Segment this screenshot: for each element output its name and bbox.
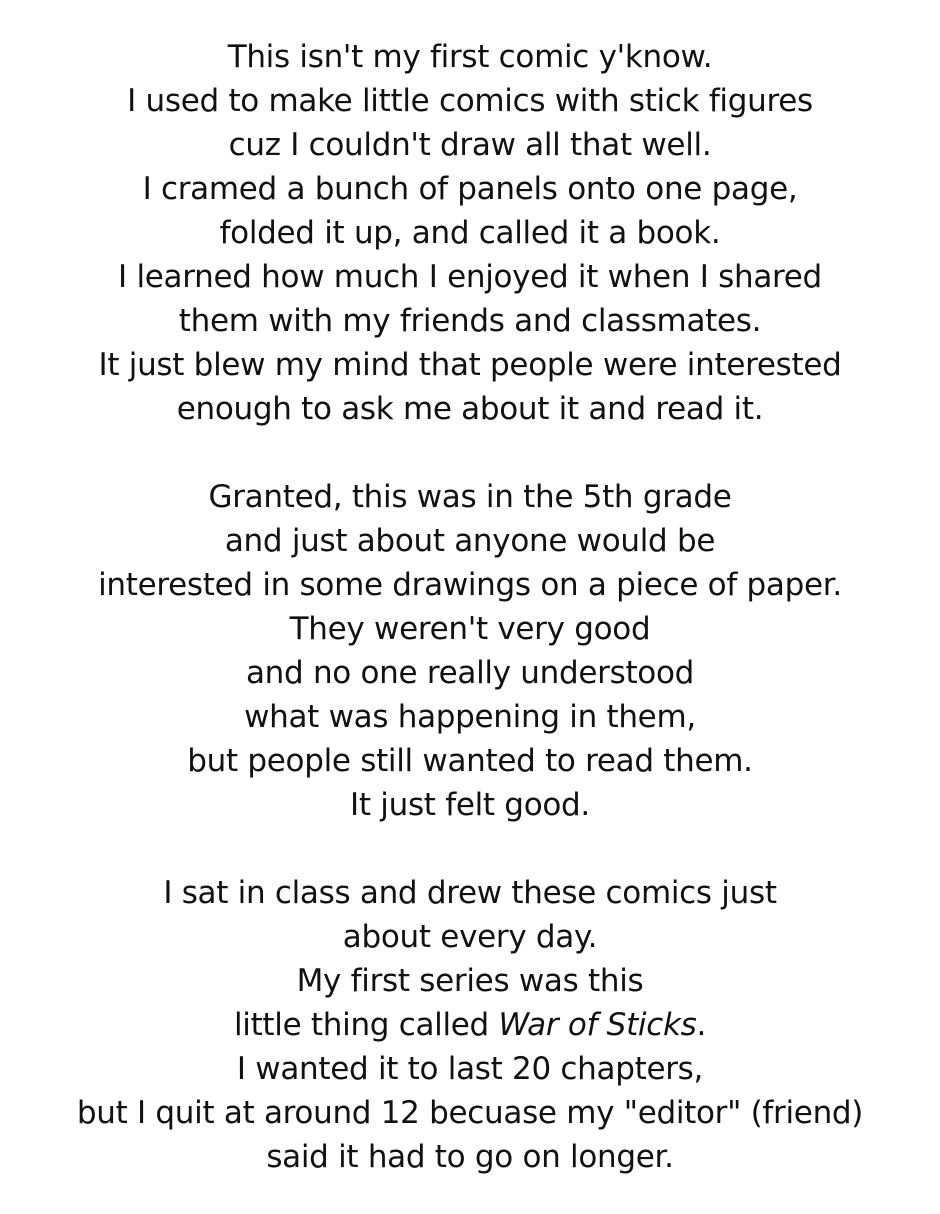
text-line: and just about anyone would be (224, 523, 716, 559)
series-title-line (0, 1003, 940, 1047)
text-line: cuz I couldn't draw all that well. (228, 127, 712, 163)
paragraph-first-comics (0, 35, 940, 431)
text-line: This isn't my first comic y'know. (227, 39, 713, 75)
text-line: but I quit at around 12 becuase my "editor" (friend) (76, 1095, 864, 1131)
paragraph-fifth-grade (0, 475, 940, 827)
series-title: War of Sticks (498, 1007, 697, 1043)
text-line: them with my friends and classmates. (178, 303, 762, 339)
series-title-suffix: . (696, 1007, 707, 1043)
text-line: It just felt good. (350, 787, 590, 823)
text-line: said it had to go on longer. (266, 1139, 674, 1175)
text-line: what was happening in them, (244, 699, 696, 735)
text-line: about every day. (342, 919, 598, 955)
text-line: I sat in class and drew these comics just (163, 875, 777, 911)
text-line: and no one really understood (245, 655, 695, 691)
text-line: It just blew my mind that people were interested (98, 347, 842, 383)
text-line: I wanted it to last 20 chapters, (236, 1051, 704, 1087)
series-title-prefix: little thing called (233, 1007, 499, 1043)
text-line: Granted, this was in the 5th grade (208, 479, 732, 515)
text-line: My first series was this (296, 963, 644, 999)
text-line: They weren't very good (289, 611, 651, 647)
text-line: I learned how much I enjoyed it when I shared (118, 259, 822, 295)
text-line: but people still wanted to read them. (187, 743, 753, 779)
text-line: interested in some drawings on a piece of paper. (98, 567, 842, 603)
text-line: folded it up, and called it a book. (219, 215, 721, 251)
text-line: enough to ask me about it and read it. (176, 391, 764, 427)
paragraph-war-of-sticks (0, 871, 940, 1179)
text-line: I used to make little comics with stick figures (127, 83, 813, 119)
text-line: I cramed a bunch of panels onto one page, (142, 171, 798, 207)
